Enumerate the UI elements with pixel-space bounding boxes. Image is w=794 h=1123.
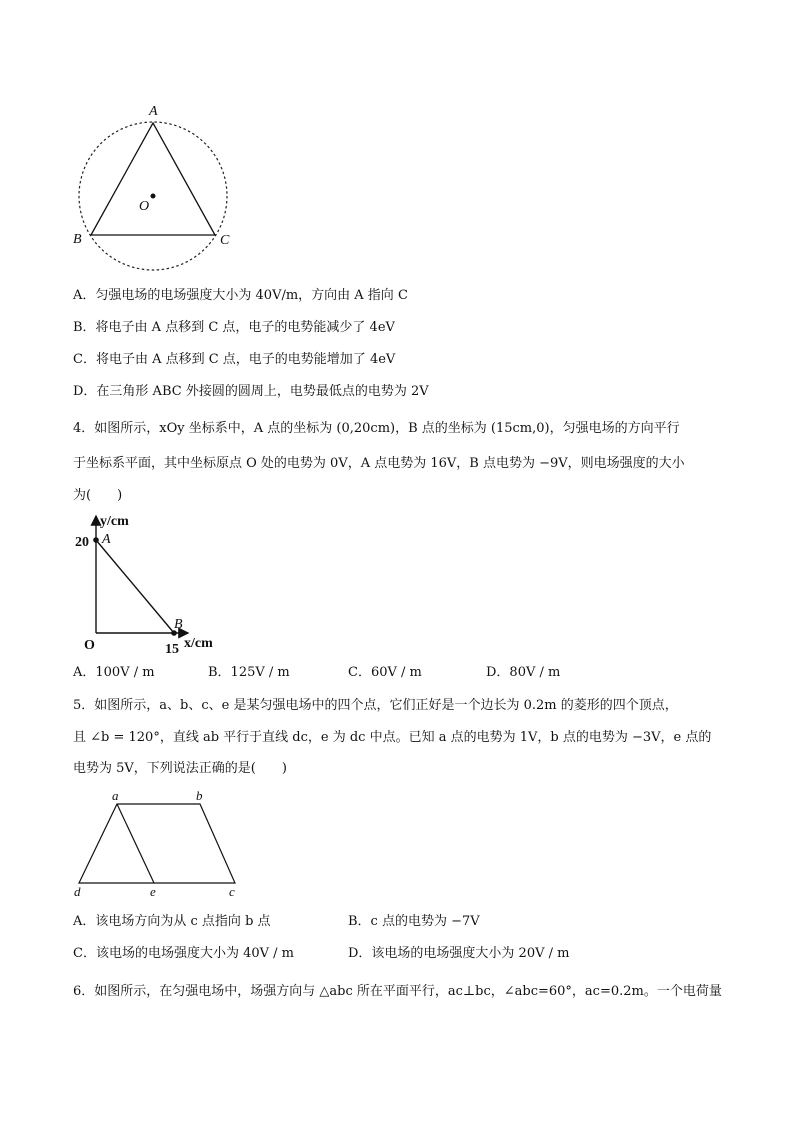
q4-option-d: D．80V / m [486, 665, 561, 680]
q3-option-c: C．将电子由 A 点移到 C 点，电子的电势能增加了 4eV [73, 352, 396, 367]
q4-stem-line1: 4．如图所示，xOy 坐标系中，A 点的坐标为 (0,20cm)，B 点的坐标为 (15cm,0)，匀强电场的方向平行 [73, 421, 680, 436]
triangle-abc [91, 123, 215, 235]
q5-stem-line2: 且 ∠b = 120°，直线 ab 平行于直线 dc，e 为 dc 中点。已知 a 点的电势为 1V，b 点的电势为 −3V，e 点的 [73, 730, 712, 745]
label-d: d [74, 884, 81, 899]
segment-ab [96, 540, 174, 633]
label-c: c [229, 884, 235, 899]
q4-option-c: C．60V / m [348, 665, 422, 680]
q4-stem-line3: 为( ) [73, 488, 123, 503]
point-a [93, 537, 99, 543]
label-b: B [73, 232, 82, 247]
figure-triangle-circle [60, 96, 250, 281]
q4-option-b: B．125V / m [208, 665, 290, 680]
q6-stem-line1: 6．如图所示，在匀强电场中，场强方向与 △abc 所在平面平行，ac⊥bc，∠abc=60°，ac=0.2m。一个电荷量 [73, 984, 722, 999]
q5-option-a: A．该电场方向为从 c 点指向 b 点 [73, 914, 271, 929]
q5-option-c: C．该电场的电场强度大小为 40V / m [73, 946, 294, 961]
rhombus-abcd [79, 804, 235, 883]
figure-rhombus [70, 786, 250, 901]
label-a: a [112, 788, 119, 803]
q5-stem-line3: 电势为 5V，下列说法正确的是( ) [73, 761, 287, 776]
figure-xoy-axes [70, 508, 230, 658]
q5-stem-line1: 5．如图所示，a、b、c、e 是某匀强电场中的四个点，它们正好是一个边长为 0.2m 的菱形的四个顶点， [73, 698, 678, 713]
y-tick-label: 20 [75, 535, 89, 550]
label-a: A [149, 104, 158, 119]
q3-option-a: A．匀强电场的电场强度大小为 40V/m，方向由 A 指向 C [73, 288, 408, 303]
segment-ae [117, 804, 154, 883]
label-b: B [174, 617, 183, 632]
x-tick-label: 15 [165, 642, 179, 657]
q3-option-d: D．在三角形 ABC 外接圆的圆周上，电势最低点的电势为 2V [73, 384, 429, 399]
label-b: b [196, 788, 203, 803]
label-o: O [139, 199, 150, 214]
q5-option-b: B．c 点的电势为 −7V [348, 914, 480, 929]
label-a: A [102, 532, 111, 547]
label-c: C [220, 233, 230, 248]
center-point [151, 194, 156, 199]
y-axis-label: y/cm [100, 514, 129, 529]
origin-label: O [84, 638, 95, 653]
q4-option-a: A．100V / m [73, 665, 155, 680]
x-axis-label: x/cm [184, 636, 213, 651]
label-e: e [150, 884, 156, 899]
q5-option-d: D．该电场的电场强度大小为 20V / m [348, 946, 570, 961]
q4-stem-line2: 于坐标系平面，其中坐标原点 O 处的电势为 0V，A 点电势为 16V，B 点电势为 −9V，则电场强度的大小 [73, 456, 685, 471]
q3-option-b: B．将电子由 A 点移到 C 点，电子的电势能减少了 4eV [73, 320, 395, 335]
